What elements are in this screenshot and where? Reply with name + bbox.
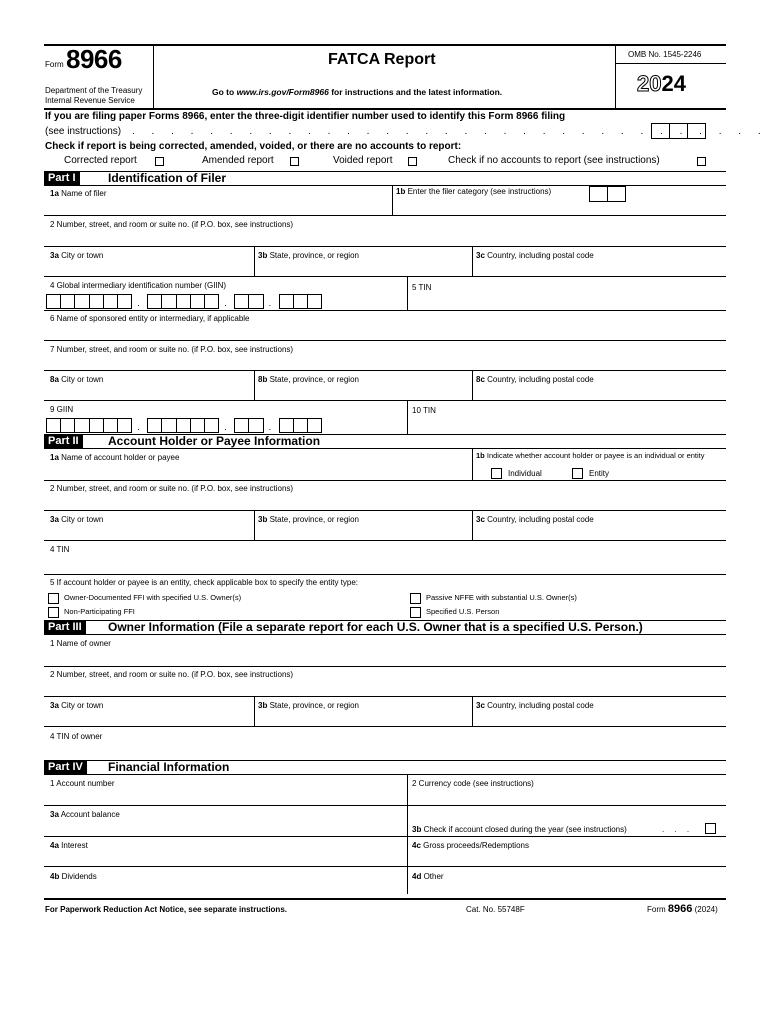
catalog-number: Cat. No. 55748F [466,905,525,914]
giin-separator-dot: . [268,422,272,432]
intro-leader-dots: . . . . . . . . . . . . . . . . . . . . . . . . . . . . . . . . . [132,126,768,137]
giin-char-box[interactable] [204,418,219,433]
p2-1b-label: 1b Indicate whether account holder or payee is an individual or entity [476,451,705,460]
p1-3a-label: 3a City or town [50,251,104,260]
giin-char-box[interactable] [74,294,89,309]
passive-nffe-label: Passive NFFE with substantial U.S. Owner(s) [426,593,577,602]
giin-char-box[interactable] [176,418,191,433]
p3-4-label: 4 TIN of owner [50,732,103,741]
giin-char-box[interactable] [190,418,205,433]
form-word: Form [45,60,64,69]
p1-1b-label: 1b Enter the filer category (see instructions) [396,187,552,196]
giin-separator-dot: . [137,422,140,432]
giin-separator-dot: . [224,422,227,432]
giin-char-box[interactable] [307,294,322,309]
goto-suffix: for instructions and the latest information. [328,87,503,97]
giin-char-box[interactable] [89,418,104,433]
giin-char-box[interactable] [74,418,89,433]
part-3-title: Owner Information (File a separate report for each U.S. Owner that is a specified U.S. Person.) [108,620,643,634]
specified-us-person-checkbox[interactable] [410,607,421,618]
part-4-title: Financial Information [108,760,230,774]
p1-2-label: 2 Number, street, and room or suite no. (if P.O. box, see instructions) [50,220,294,229]
giin-char-box[interactable] [204,294,219,309]
goto-url[interactable]: www.irs.gov/Form8966 [236,87,329,97]
giin-char-box[interactable] [147,294,162,309]
specified-us-person-label: Specified U.S. Person [426,607,500,616]
giin-char-box[interactable] [307,418,322,433]
p1-3c-label: 3c Country, including postal code [476,251,594,260]
amended-checkbox[interactable] [290,157,299,166]
giin-separator-dot: . [137,298,140,308]
form-title: FATCA Report [328,51,436,68]
identifier-digit-1[interactable] [651,123,670,139]
giin-char-box[interactable] [248,418,263,433]
p3-2-label: 2 Number, street, and room or suite no. (if P.O. box, see instructions) [50,670,294,679]
individual-label: Individual [508,469,542,478]
giin-char-box[interactable] [293,418,308,433]
dept-line-1: Department of the Treasury [45,86,143,95]
no-accounts-checkbox[interactable] [697,157,706,166]
tax-year-outline: 20 [637,71,662,96]
giin-char-box[interactable] [234,418,249,433]
giin-char-box[interactable] [103,294,118,309]
corrected-checkbox[interactable] [155,157,164,166]
p2-4-label: 4 TIN [50,545,70,554]
p4-4b-label: 4b Dividends [50,872,97,881]
goto-prefix: Go to [212,87,237,97]
voided-label: Voided report [333,155,393,166]
p4-3a-label: 3a Account balance [50,810,120,819]
entity-checkbox[interactable] [572,468,583,479]
giin-char-box[interactable] [161,418,176,433]
tax-year-bold: 24 [661,71,686,96]
part-1-tag: Part I [44,171,80,185]
intro-line-1: If you are filing paper Forms 8966, enter the three-digit identifier number used to identify this Form 8966 filing [45,111,566,122]
giin-char-box[interactable] [234,294,249,309]
owner-documented-ffi-label: Owner-Documented FFI with specified U.S. Owner(s) [64,593,242,602]
voided-checkbox[interactable] [408,157,417,166]
p1-9-label: 9 GIIN [50,405,74,414]
p4-4c-label: 4c Gross proceeds/Redemptions [412,841,529,850]
p4-1-label: 1 Account number [50,779,115,788]
giin-char-box[interactable] [46,294,61,309]
p3-3b-label: 3b State, province, or region [258,701,359,710]
non-participating-ffi-checkbox[interactable] [48,607,59,618]
p1-6-label: 6 Name of sponsored entity or intermediary, if applicable [50,314,250,323]
filer-category-2[interactable] [607,186,626,202]
omb-number: OMB No. 1545-2246 [628,50,702,59]
p2-3c-label: 3c Country, including postal code [476,515,594,524]
paperwork-notice: For Paperwork Reduction Act Notice, see separate instructions. [45,905,287,914]
footer-form-id: Form 8966 (2024) [647,903,718,915]
p1-10-label: 10 TIN [412,406,436,415]
p1-1a-label: 1a Name of filer [50,189,107,198]
p4-2-label: 2 Currency code (see instructions) [412,779,534,788]
giin-char-box[interactable] [89,294,104,309]
goto-line [212,87,502,97]
p2-1a-label: 1a Name of account holder or payee [50,453,180,462]
non-participating-ffi-label: Non-Participating FFI [64,607,135,616]
part-2-title: Account Holder or Payee Information [108,434,321,448]
giin-char-box[interactable] [60,418,75,433]
no-accounts-label: Check if no accounts to report (see instructions) [448,155,660,166]
p1-8a-label: 8a City or town [50,375,104,384]
p2-3a-label: 3a City or town [50,515,104,524]
giin-char-box[interactable] [190,294,205,309]
p1-4-label: 4 Global intermediary identification number (GIIN) [50,281,227,290]
identifier-digit-2[interactable] [669,123,688,139]
giin-char-box[interactable] [117,418,132,433]
p2-5-label: 5 If account holder or payee is an entity, check applicable box to specify the entity type: [50,578,359,587]
giin-char-box[interactable] [161,294,176,309]
p3-1-label: 1 Name of owner [50,639,111,648]
entity-label: Entity [589,469,610,478]
p4-3b-label: 3b Check if account closed during the year (see instructions) [412,825,627,834]
individual-checkbox[interactable] [491,468,502,479]
p1-8c-label: 8c Country, including postal code [476,375,594,384]
dept-line-2: Internal Revenue Service [45,96,135,105]
p2-3b-label: 3b State, province, or region [258,515,359,524]
p4-3b-dots: . . . [662,825,694,834]
p1-3b-label: 3b State, province, or region [258,251,359,260]
intro-line-3: Check if report is being corrected, amended, voided, or there are no accounts to report: [45,141,462,152]
identifier-digit-3[interactable] [687,123,706,139]
passive-nffe-checkbox[interactable] [410,593,421,604]
giin-char-box[interactable] [60,294,75,309]
p3-3c-label: 3c Country, including postal code [476,701,594,710]
giin-char-box[interactable] [46,418,61,433]
giin-char-box[interactable] [279,418,294,433]
filer-category-1[interactable] [589,186,608,202]
account-closed-checkbox[interactable] [705,823,716,834]
p4-4d-label: 4d Other [412,872,444,881]
p3-3a-label: 3a City or town [50,701,104,710]
owner-documented-ffi-checkbox[interactable] [48,593,59,604]
corrected-label: Corrected report [64,155,137,166]
tax-year [637,71,686,97]
giin-char-box[interactable] [248,294,263,309]
part-1-title: Identification of Filer [108,171,227,185]
amended-label: Amended report [202,155,274,166]
part-4-tag: Part IV [44,760,87,774]
intro-line-2: (see instructions) [45,126,122,137]
giin-separator-dot: . [268,298,272,308]
p1-5-label: 5 TIN [412,283,432,292]
form-number: 8966 [66,44,122,74]
giin-char-box[interactable] [117,294,132,309]
giin-char-box[interactable] [279,294,294,309]
p1-7-label: 7 Number, street, and room or suite no. (if P.O. box, see instructions) [50,345,294,354]
p2-2-label: 2 Number, street, and room or suite no. (if P.O. box, see instructions) [50,484,294,493]
giin-char-box[interactable] [103,418,118,433]
part-2-tag: Part II [44,434,83,448]
p1-8b-label: 8b State, province, or region [258,375,359,384]
giin-separator-dot: . [224,298,227,308]
part-3-tag: Part III [44,620,86,634]
giin-char-box[interactable] [176,294,191,309]
giin-char-box[interactable] [293,294,308,309]
p4-4a-label: 4a Interest [50,841,88,850]
giin-char-box[interactable] [147,418,162,433]
